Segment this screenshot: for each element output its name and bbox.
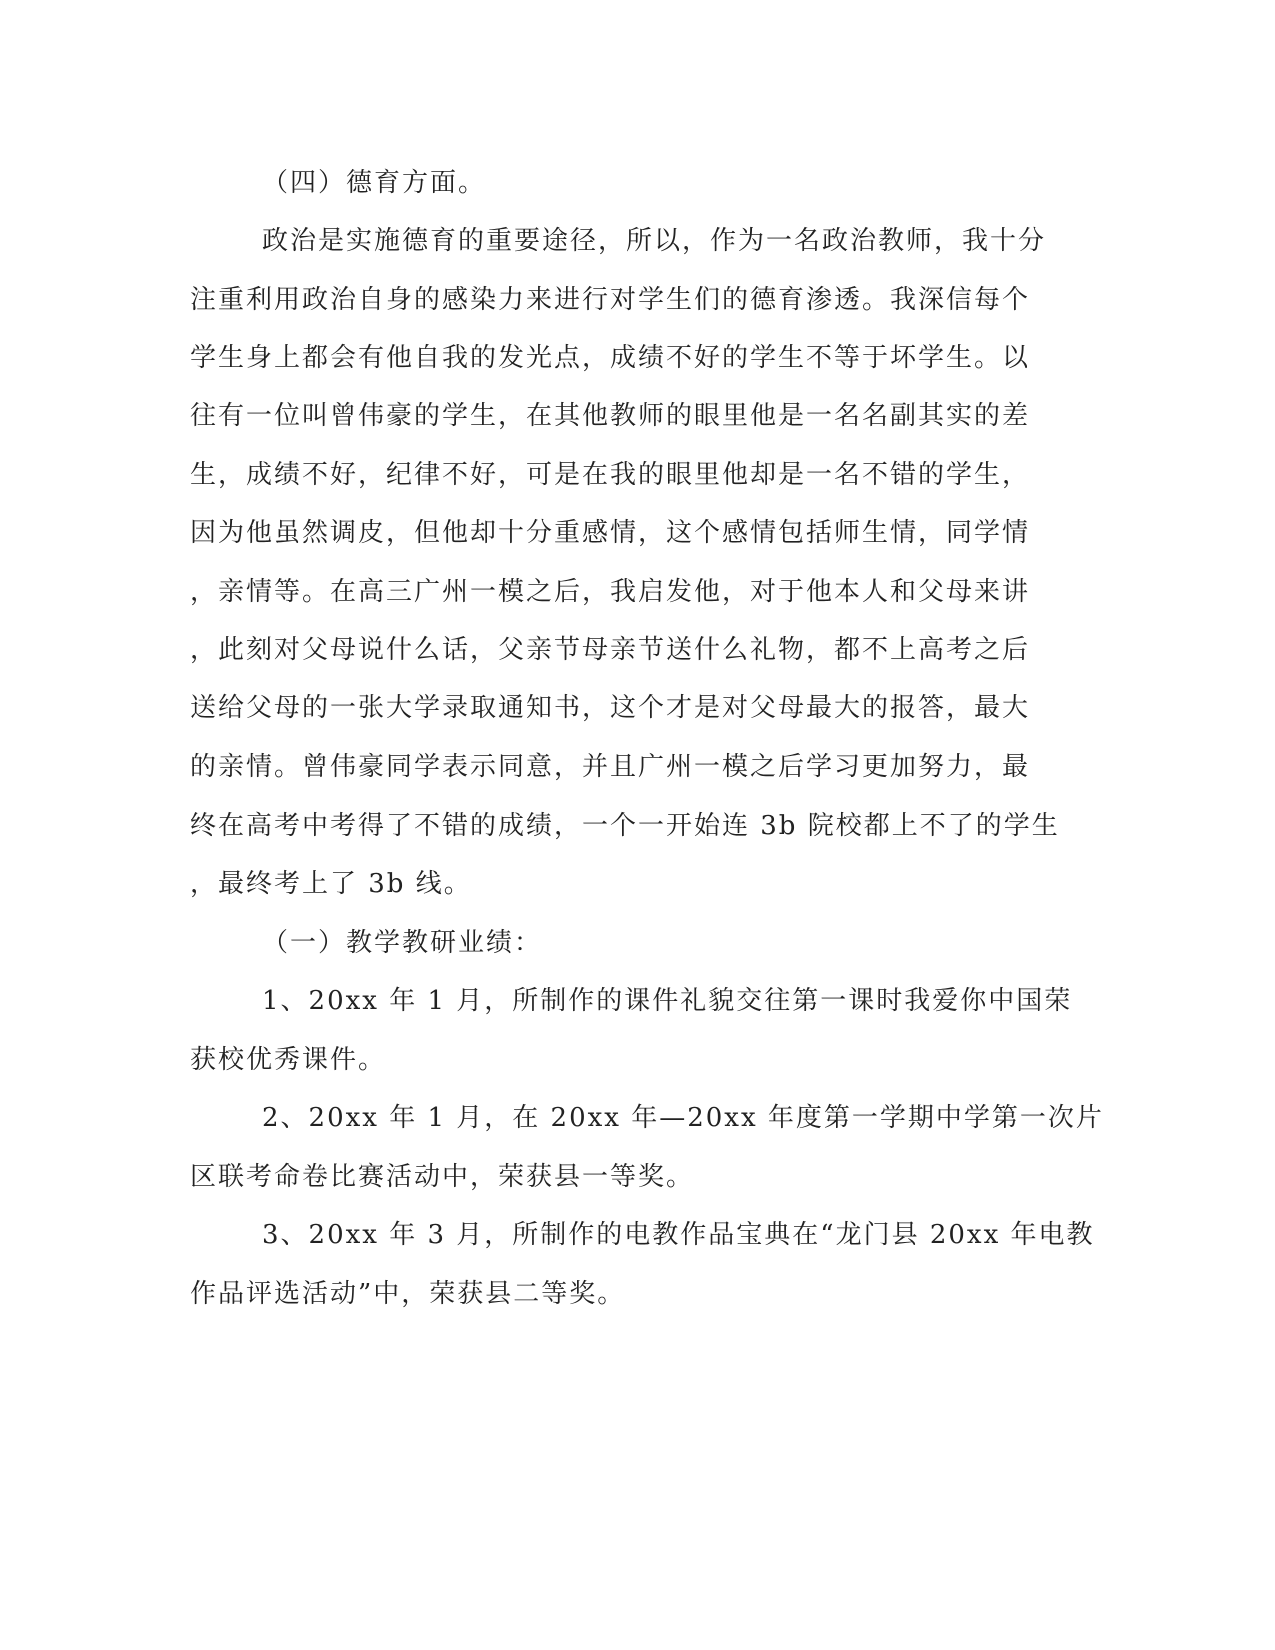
list-item-line: 区联考命卷比赛活动中，荣获县一等奖。 [190,1162,695,1192]
list-item-line: 2、20xx 年 1 月，在 20xx 年—20xx 年度第一学期中学第一次片 [262,1103,1104,1133]
paragraph-line: 生，成绩不好，纪律不好，可是在我的眼里他却是一名不错的学生， [190,460,1031,490]
list-item-line: 获校优秀课件。 [190,1045,387,1075]
list-item-line: 1、20xx 年 1 月，所制作的课件礼貌交往第一课时我爱你中国荣 [262,986,1073,1016]
paragraph-line: ，此刻对父母说什么话，父亲节母亲节送什么礼物，都不上高考之后 [190,635,1031,665]
paragraph-line: 政治是实施德育的重要途径，所以，作为一名政治教师，我十分 [262,226,1047,256]
paragraph-line: 因为他虽然调皮，但他却十分重感情，这个感情包括师生情，同学情 [190,518,1031,548]
paragraph-line: ，最终考上了 3b 线。 [190,869,472,899]
section-heading-moral-education: （四）德育方面。 [262,168,487,198]
paragraph-line: ，亲情等。在高三广州一模之后，我启发他，对于他本人和父母来讲 [190,577,1031,607]
paragraph-line: 注重利用政治自身的感染力来进行对学生们的德育渗透。我深信每个 [190,285,1031,315]
paragraph-line: 往有一位叫曾伟豪的学生，在其他教师的眼里他是一名名副其实的差 [190,401,1031,431]
list-item-line: 3、20xx 年 3 月，所制作的电教作品宝典在“龙门县 20xx 年电教 [262,1220,1095,1250]
paragraph-line: 终在高考中考得了不错的成绩，一个一开始连 3b 院校都上不了的学生 [190,811,1060,841]
section-heading-teaching-achievements: （一）教学教研业绩： [262,928,543,958]
paragraph-line: 的亲情。曾伟豪同学表示同意，并且广州一模之后学习更加努力，最 [190,752,1031,782]
paragraph-line: 学生身上都会有他自我的发光点，成绩不好的学生不等于坏学生。以 [190,343,1031,373]
paragraph-line: 送给父母的一张大学录取通知书，这个才是对父母最大的报答，最大 [190,693,1031,723]
list-item-line: 作品评选活动”中，荣获县二等奖。 [190,1279,626,1309]
